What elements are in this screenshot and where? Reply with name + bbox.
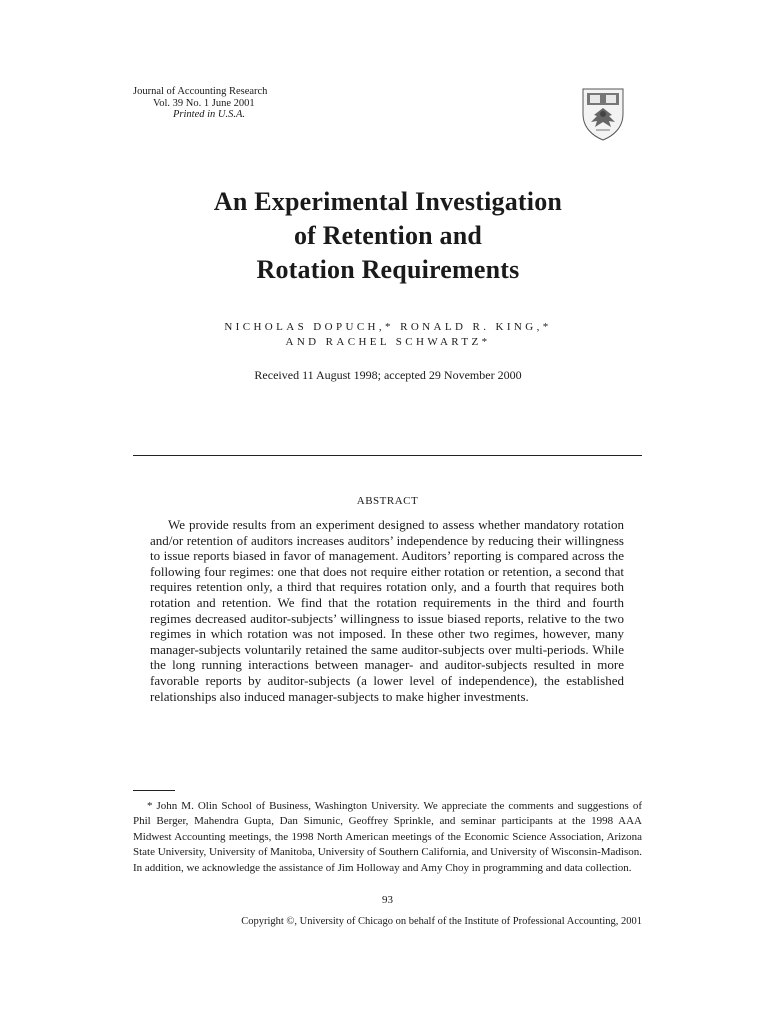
journal-name: Journal of Accounting Research bbox=[133, 86, 268, 97]
page-number: 93 bbox=[382, 894, 393, 906]
authors bbox=[84, 320, 692, 350]
title-line: Rotation Requirements bbox=[256, 255, 520, 284]
authors-line: AND RACHEL SCHWARTZ* bbox=[285, 336, 491, 348]
title-line: An Experimental Investigation bbox=[213, 187, 563, 216]
authors-line: NICHOLAS DOPUCH,* RONALD R. KING,* bbox=[224, 321, 552, 333]
title-divider bbox=[133, 455, 642, 456]
author-footnote: * John M. Olin School of Business, Washington University. We appreciate the comments and suggestions of Phil Berger, Mahendra Gupta, Dan Simunic, Geoffrey Sprinkle, and seminar participants at the 1998 AAA Midwest Accounting meetings, the 1998 North American meetings of the Economic Science Association, Arizona State University, University of Manitoba, University of Southern California, and University of Wisconsin-Madison. In addition, we acknowledge the assistance of Jim Holloway and Amy Choy in programming and data collection. bbox=[133, 800, 642, 874]
abstract-body: We provide results from an experiment designed to assess whether mandatory rotation and/or retention of auditors increases auditors’ independence by reducing their willingness to issue reports biased in favor of management. Auditors’ reporting is compared across the following four regimes: one that does not require either rotation or retention, a second that requires retention only, a third that requires rotation only, and a fourth that requires both rotation and retention. We find that the rotation requirements in the third and fourth regimes decreased auditor-subjects’ willingness to issue biased reports, relative to the two regimes in which rotation was not imposed. In these other two regimes, however, many manager-subjects voluntarily retained the same auditor-subjects over multi-periods. While the long running interactions between manager- and auditor-subjects resulted in more favorable reports by auditor-subjects (a lower level of independence), the established relationships also induced manager-subjects to make higher investments. bbox=[150, 517, 624, 704]
received-date: Received 11 August 1998; accepted 29 November 2000 bbox=[254, 368, 522, 382]
university-crest-icon bbox=[580, 86, 626, 142]
journal-volume: Vol. 39 No. 1 June 2001 bbox=[153, 97, 255, 109]
abstract-heading: ABSTRACT bbox=[356, 495, 419, 507]
title-line: of Retention and bbox=[293, 221, 483, 250]
paper-title bbox=[84, 185, 692, 287]
journal-printed: Printed in U.S.A. bbox=[173, 109, 246, 120]
copyright-notice: Copyright ©, University of Chicago on behalf of the Institute of Professional Accounting, 2001 bbox=[241, 916, 642, 927]
journal-header bbox=[133, 86, 267, 121]
footnote-divider bbox=[133, 790, 175, 791]
